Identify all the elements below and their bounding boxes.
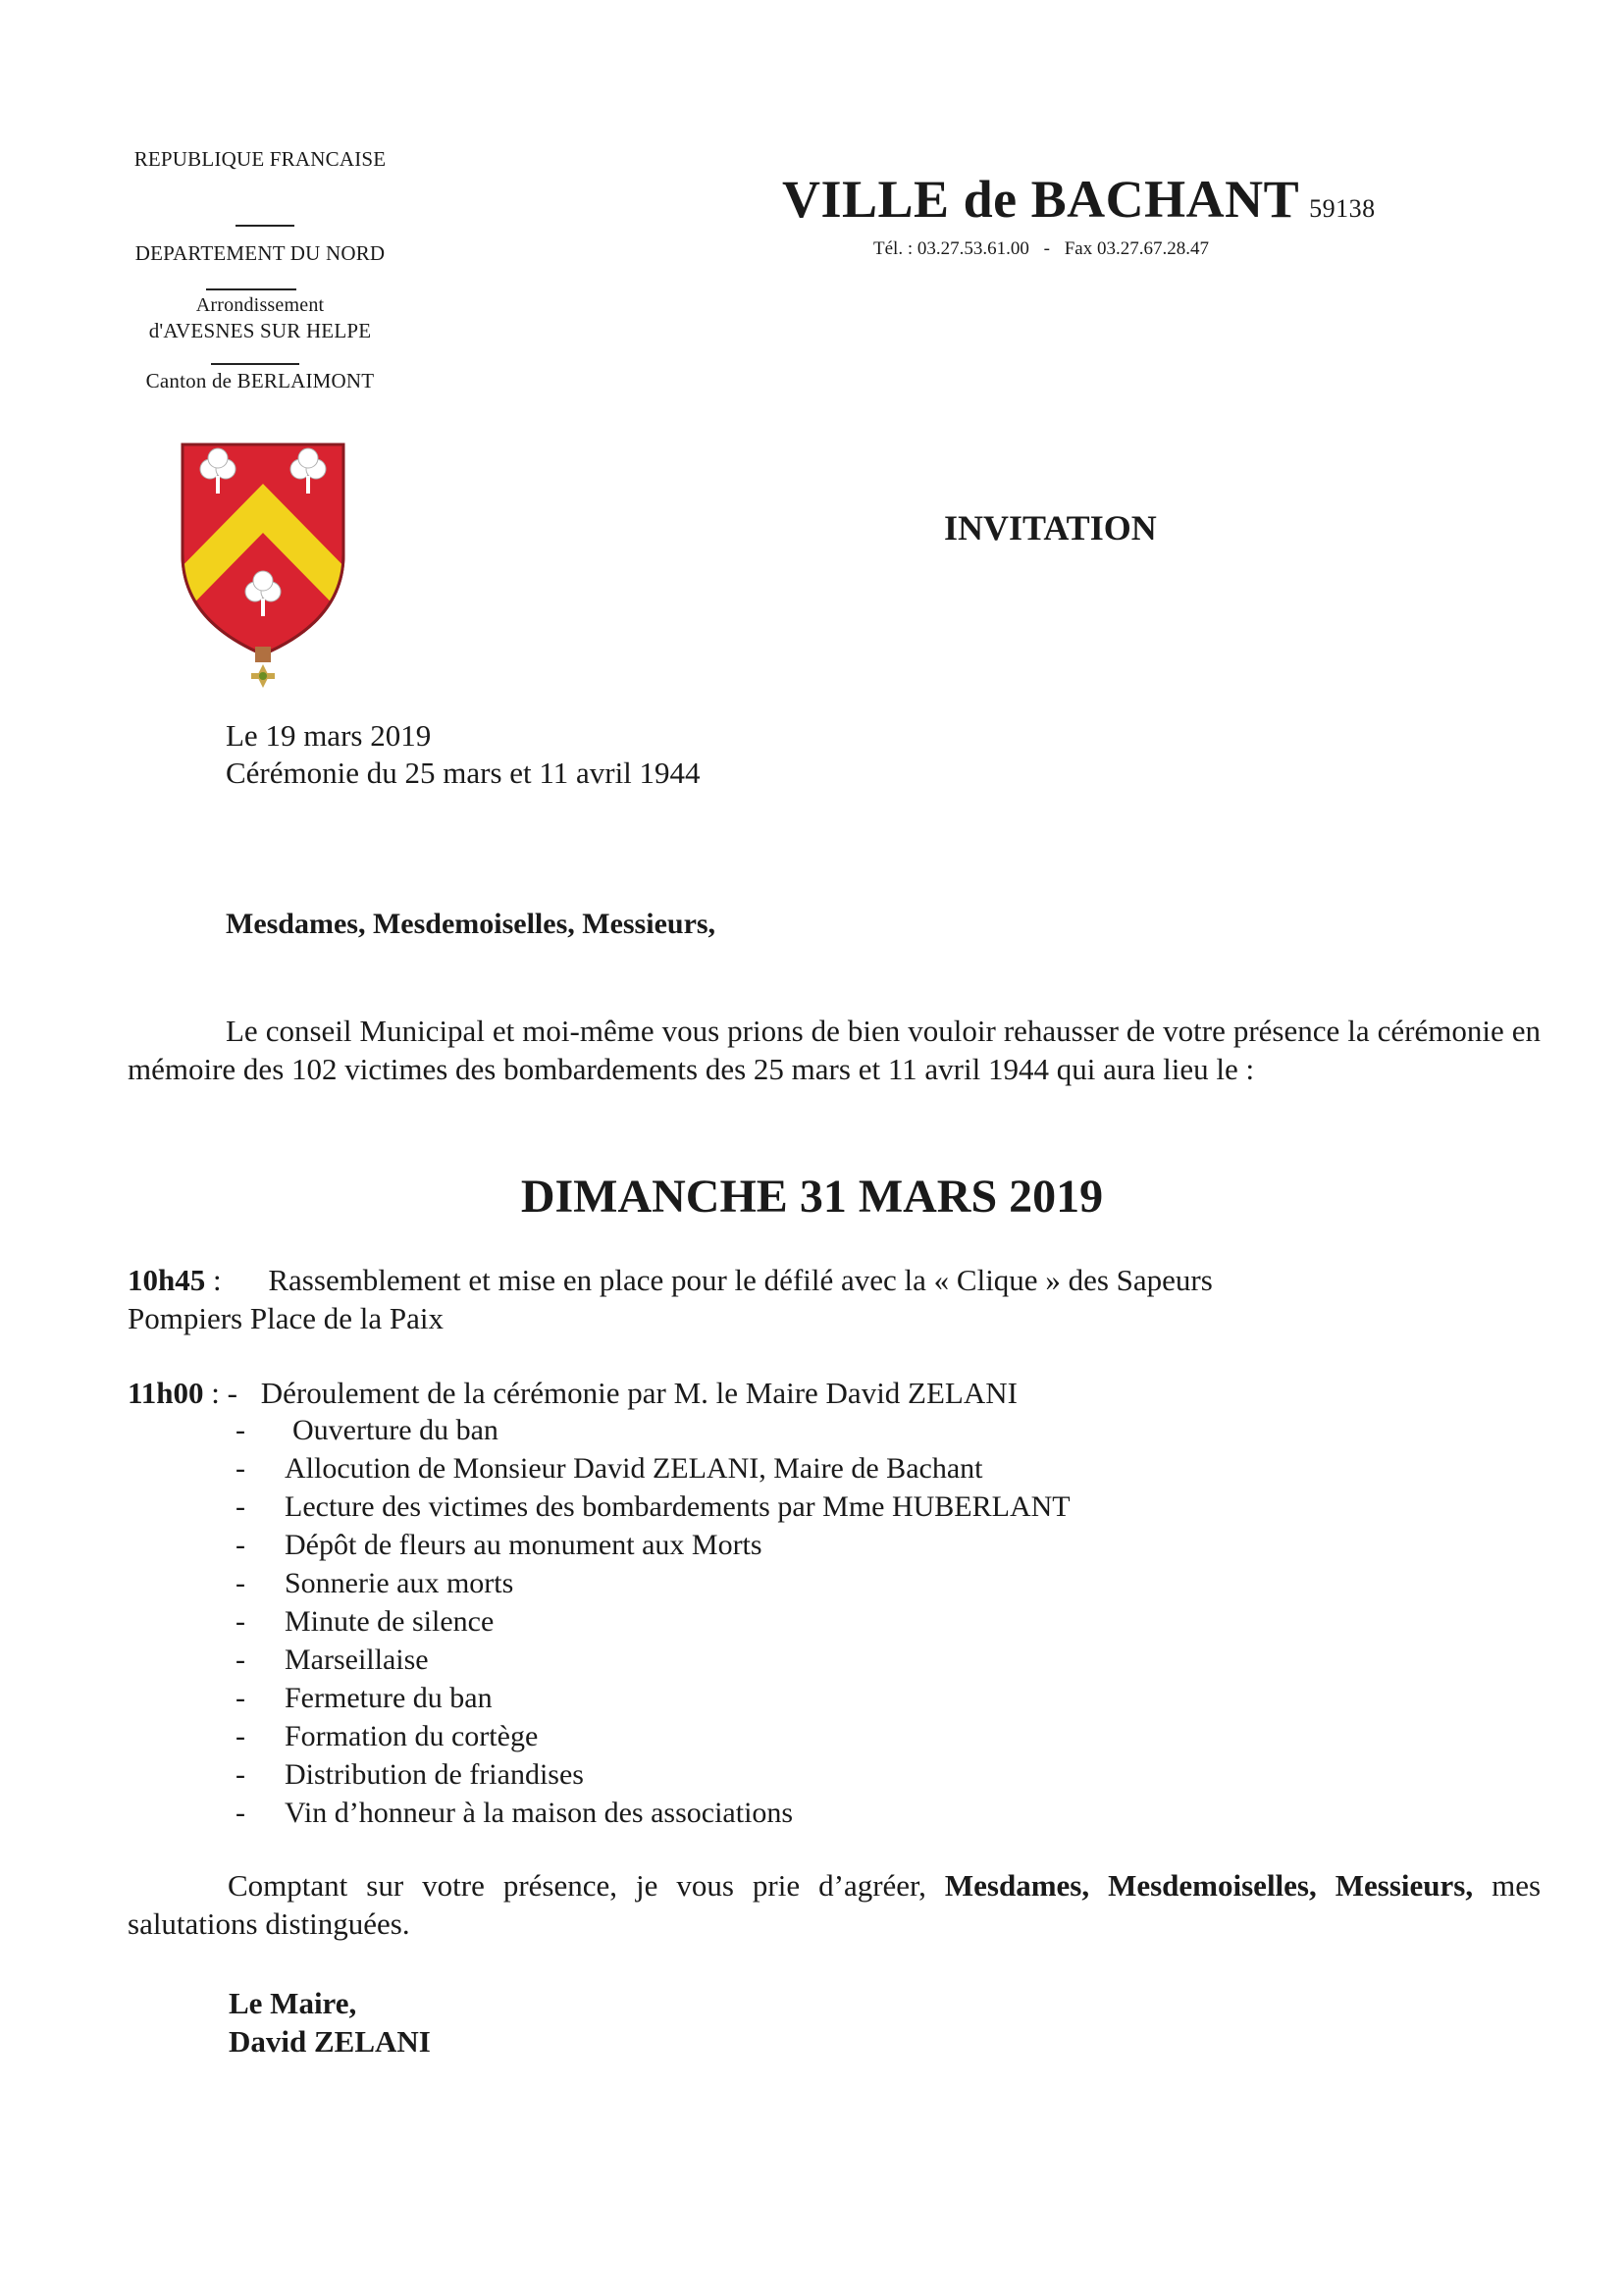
schedule-first [128,1261,1541,1299]
list-item: - Formation du cortège [236,1717,1413,1755]
header-arrondissement-name: d'AVESNES SUR HELPE [148,319,372,342]
header-divider [206,288,296,290]
header-divider [211,363,299,365]
schedule-first-continued: Pompiers Place de la Paix [128,1301,444,1335]
contact-separator: - [1043,238,1050,259]
city-postcode: 59138 [1309,194,1376,223]
closing-salutation: Mesdames, Mesdemoiselles, Messieurs, [944,1868,1474,1903]
intro-text: Le conseil Municipal et moi-même vous prions de bien vouloir rehausser de votre présence la cérémonie en mémoire des 102 victimes des bombardements des 25 mars et 11 avril 1944 qui aura lieu le : [128,1014,1541,1086]
schedule-text: Rassemblement et mise en place pour le défilé avec la « Clique » des Sapeurs [268,1263,1213,1297]
document-type-label: INVITATION [944,508,1157,548]
list-item: - Allocution de Monsieur David ZELANI, Maire de Bachant [236,1449,1413,1487]
list-item: - Sonnerie aux morts [236,1564,1413,1602]
schedule-separator: : - [203,1376,237,1410]
closing-text-end: mes salutations distinguées. [128,1868,1542,1941]
header-republic: REPUBLIQUE FRANCAISE [133,147,387,171]
intro-paragraph [128,1012,1541,1088]
list-item: - Minute de silence [236,1602,1413,1641]
header-department: DEPARTEMENT DU NORD [134,241,386,265]
list-item: - Lecture des victimes des bombardements par Mme HUBERLANT [236,1487,1413,1526]
coat-of-arms-icon [175,437,351,697]
city-phone: Tél. : 03.27.53.61.00 [873,238,1029,259]
list-item: - Distribution de friandises [236,1755,1413,1794]
schedule-separator: : [205,1263,222,1297]
header-canton: Canton de BERLAIMONT [145,369,375,392]
list-item: - Marseillaise [236,1641,1413,1679]
city-title [782,169,1376,230]
header-divider [236,225,294,227]
city-name: VILLE de BACHANT [782,170,1300,229]
document-date: Le 19 mars 2019 [226,718,432,753]
event-date-heading: DIMANCHE 31 MARS 2019 [520,1171,1104,1223]
ceremony-program-list [236,1411,1413,1832]
greeting: Mesdames, Mesdemoiselles, Messieurs, [226,908,716,940]
list-item: - Vin d’honneur à la maison des associations [236,1794,1413,1832]
list-item: - Dépôt de fleurs au monument aux Morts [236,1526,1413,1564]
schedule-time: 10h45 [128,1263,206,1297]
signature-name: David ZELANI [229,2024,431,2059]
header-arrondissement: Arrondissement [195,294,325,316]
schedule-time: 11h00 [128,1376,204,1410]
list-item: - Fermeture du ban [236,1679,1413,1717]
city-contact [873,238,1209,260]
schedule-first-item: Déroulement de la cérémonie par M. le Maire David ZELANI [260,1376,1018,1410]
document-subject: Cérémonie du 25 mars et 11 avril 1944 [226,756,701,790]
city-fax: Fax 03.27.67.28.47 [1064,238,1209,259]
schedule-second [128,1374,1541,1412]
signature-title: Le Maire, [229,1986,357,2020]
closing-text: Comptant sur votre présence, je vous prie d’agréer, [228,1868,926,1903]
list-item: - Ouverture du ban [236,1411,1413,1449]
closing-paragraph [128,1866,1541,1943]
